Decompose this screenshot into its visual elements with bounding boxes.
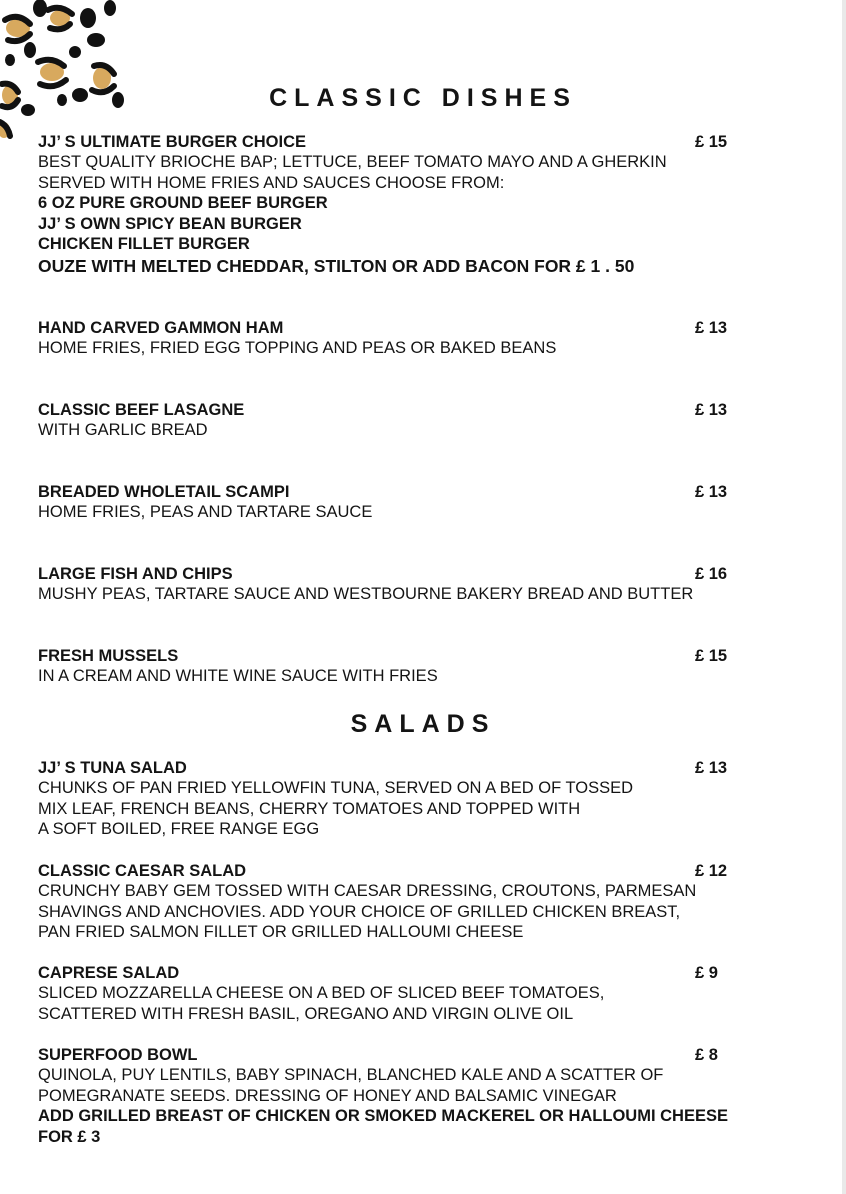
dish-name: FRESH MUSSELS — [38, 647, 179, 665]
dish-description: IN A CREAM AND WHITE WINE SAUCE WITH FRIES — [38, 667, 438, 685]
dish-name: JJ’ S ULTIMATE BURGER CHOICE — [38, 133, 306, 151]
dish-name: SUPERFOOD BOWL — [38, 1046, 198, 1064]
section-title-salads: SALADS — [350, 710, 496, 738]
dish-scampi — [38, 482, 818, 523]
dish-caesar-salad — [38, 861, 818, 943]
dish-name: CLASSIC CAESAR SALAD — [38, 862, 247, 880]
dish-description: PAN FRIED SALMON FILLET OR GRILLED HALLOUMI CHEESE — [38, 923, 524, 941]
dish-description: QUINOLA, PUY LENTILS, BABY SPINACH, BLANCHED KALE AND A SCATTER OF — [38, 1066, 664, 1084]
dish-description: WITH GARLIC BREAD — [38, 421, 208, 439]
dish-description: POMEGRANATE SEEDS. DRESSING OF HONEY AND BALSAMIC VINEGAR — [38, 1086, 617, 1105]
burger-option: CHICKEN FILLET BURGER — [38, 235, 250, 253]
dish-description: HOME FRIES, FRIED EGG TOPPING AND PEAS OR BAKED BEANS — [38, 339, 557, 357]
page-edge — [842, 0, 846, 1194]
dish-description: SCATTERED WITH FRESH BASIL, OREGANO AND VIRGIN OLIVE OIL — [38, 1004, 574, 1023]
leopard-print-decoration — [0, 0, 130, 145]
dish-price: £ 15 — [695, 647, 728, 665]
dish-name: BREADED WHOLETAIL SCAMPI — [38, 483, 290, 501]
dish-description: CHUNKS OF PAN FRIED YELLOWFIN TUNA, SERVED ON A BED OF TOSSED — [38, 779, 634, 797]
dish-price: £ 13 — [695, 401, 728, 419]
dish-fresh-mussels — [38, 646, 818, 687]
dish-price: £ 9 — [695, 964, 718, 982]
dish-description: BEST QUALITY BRIOCHE BAP; LETTUCE, BEEF TOMATO MAYO AND A GHERKIN — [38, 153, 667, 171]
dish-tuna-salad — [38, 758, 818, 840]
dish-description: SHAVINGS AND ANCHOVIES. ADD YOUR CHOICE OF GRILLED CHICKEN BREAST, — [38, 902, 681, 921]
dish-name: HAND CARVED GAMMON HAM — [38, 319, 284, 337]
dish-price: £ 16 — [695, 565, 728, 583]
dish-description: A SOFT BOILED, FREE RANGE EGG — [38, 820, 320, 838]
dish-beef-lasagne — [38, 400, 818, 441]
dish-description: SLICED MOZZARELLA CHEESE ON A BED OF SLICED BEEF TOMATOES, — [38, 984, 605, 1002]
dish-price: £ 13 — [695, 483, 728, 501]
dish-description: CRUNCHY BABY GEM TOSSED WITH CAESAR DRESSING, CROUTONS, PARMESAN — [38, 882, 697, 900]
dish-caprese-salad — [38, 963, 818, 1024]
burger-option: JJ’ S OWN SPICY BEAN BURGER — [38, 214, 302, 233]
dish-price: £ 12 — [695, 862, 728, 880]
superfood-addon: ADD GRILLED BREAST OF CHICKEN OR SMOKED MACKEREL OR HALLOUMI CHEESE — [38, 1107, 728, 1125]
dish-name: CLASSIC BEEF LASAGNE — [38, 401, 245, 419]
dish-description: MUSHY PEAS, TARTARE SAUCE AND WESTBOURNE BAKERY BREAD AND BUTTER — [38, 585, 694, 603]
dish-ultimate-burger — [38, 132, 818, 278]
dish-name: JJ’ S TUNA SALAD — [38, 759, 187, 777]
dish-price: £ 13 — [695, 319, 728, 337]
section-title-classic-dishes: CLASSIC DISHES — [269, 84, 577, 112]
dish-price: £ 13 — [695, 759, 728, 777]
dish-description: MIX LEAF, FRENCH BEANS, CHERRY TOMATOES AND TOPPED WITH — [38, 799, 581, 818]
dish-description: HOME FRIES, PEAS AND TARTARE SAUCE — [38, 503, 373, 521]
dish-gammon-ham — [38, 318, 818, 359]
superfood-addon-price: FOR £ 3 — [38, 1127, 101, 1146]
dish-name: LARGE FISH AND CHIPS — [38, 565, 233, 583]
burger-option: 6 OZ PURE GROUND BEEF BURGER — [38, 194, 328, 212]
dish-fish-and-chips — [38, 564, 818, 605]
burger-addon: OUZE WITH MELTED CHEDDAR, STILTON OR ADD BACON FOR £ 1 . 50 — [38, 255, 635, 276]
dish-price: £ 8 — [695, 1046, 718, 1064]
dish-superfood-bowl — [38, 1045, 818, 1147]
dish-name: CAPRESE SALAD — [38, 964, 180, 982]
dish-price: £ 15 — [695, 133, 728, 151]
dish-description: SERVED WITH HOME FRIES AND SAUCES CHOOSE FROM: — [38, 173, 505, 192]
